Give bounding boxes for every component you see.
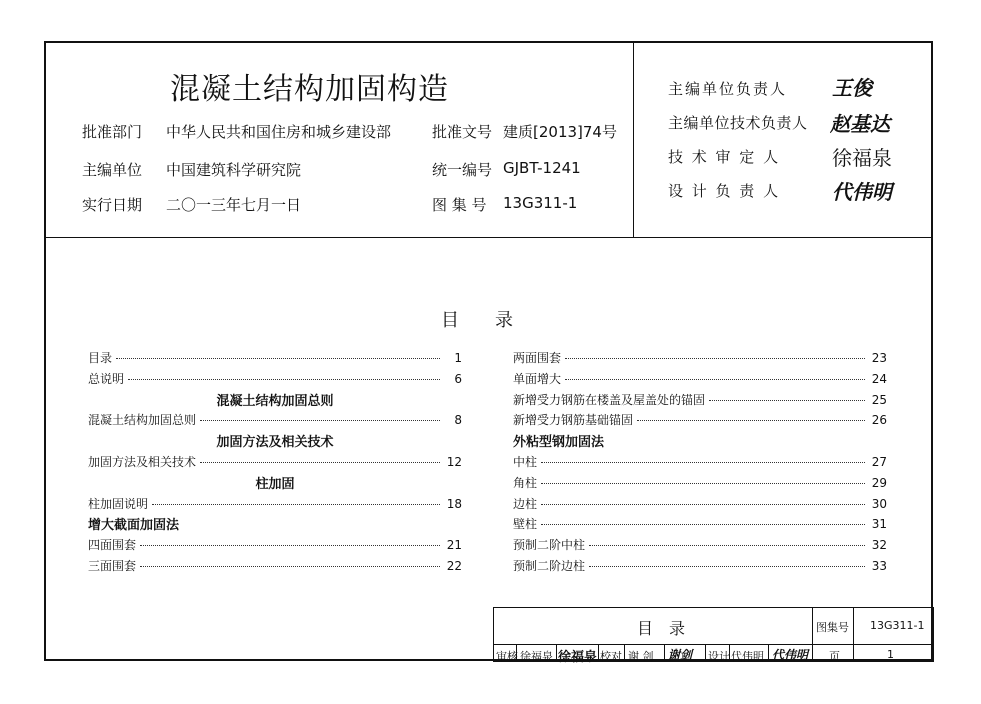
title-block-col-divider xyxy=(812,607,813,662)
title-block-cell-divider xyxy=(516,644,517,662)
chief-unit-head-label: 主编单位负责人 xyxy=(668,80,788,98)
toc-entry-label: 柱加固说明 xyxy=(88,496,149,511)
toc-entry-page: 29 xyxy=(871,475,887,490)
chief-unit-value: 中国建筑科学研究院 xyxy=(166,161,302,179)
toc-entry-page: 6 xyxy=(454,371,462,386)
toc-entry xyxy=(88,411,462,427)
toc-entry xyxy=(513,474,887,490)
toc-leader-dots xyxy=(709,400,865,401)
toc-entry xyxy=(88,557,462,573)
toc-entry xyxy=(513,495,887,511)
title-block-cell-divider xyxy=(664,644,665,662)
toc-section-heading: 加固方法及相关技术 xyxy=(216,435,334,451)
toc-leader-dots xyxy=(565,358,865,359)
toc-entry xyxy=(513,536,887,552)
toc-leader-dots xyxy=(589,545,865,546)
page-cell-label: 页 xyxy=(829,650,840,663)
toc-leader-dots xyxy=(140,566,440,567)
toc-entry xyxy=(513,349,887,365)
toc-entry-page: 25 xyxy=(871,392,887,407)
toc-entry xyxy=(513,557,887,573)
toc-entry-label: 目录 xyxy=(88,351,113,365)
atlas-no-value: 13G311-1 xyxy=(503,194,578,212)
toc-entry xyxy=(88,495,462,511)
check-name: 谢 剑 xyxy=(628,650,654,663)
atlas-no-cell-value: 13G311-1 xyxy=(870,619,925,632)
toc-leader-dots xyxy=(541,524,865,525)
toc-section-heading: 增大截面加固法 xyxy=(88,518,180,534)
title-block-cell-divider xyxy=(729,644,730,662)
approval-dept-value: 中华人民共和国住房和城乡建设部 xyxy=(166,123,392,141)
toc-leader-dots xyxy=(637,420,865,421)
toc-section-heading: 柱加固 xyxy=(255,476,295,492)
title-block-cell-divider xyxy=(705,644,706,662)
unified-no-value: GJBT-1241 xyxy=(503,159,581,177)
toc-leader-dots xyxy=(152,504,440,505)
toc-entry xyxy=(513,391,887,407)
check-signature: 谢剑 xyxy=(668,648,693,662)
header-vertical-divider xyxy=(633,41,634,238)
title-block-cell-divider xyxy=(598,644,599,662)
toc-entry-label: 四面围套 xyxy=(88,538,137,553)
check-label: 校对 xyxy=(600,650,622,663)
toc-entry-page: 31 xyxy=(871,517,887,532)
toc-entry-label: 混凝土结构加固总则 xyxy=(88,413,197,428)
toc-entry-label: 中柱 xyxy=(513,455,538,469)
toc-entry-page: 27 xyxy=(871,455,887,469)
toc-entry-page: 1 xyxy=(454,351,462,365)
toc-entry-label: 两面围套 xyxy=(513,351,562,365)
title-block-row-divider xyxy=(493,644,934,645)
toc-section-heading: 外粘型钢加固法 xyxy=(513,435,605,451)
toc-leader-dots xyxy=(128,379,440,380)
toc-entry xyxy=(513,453,887,469)
toc-entry-page: 22 xyxy=(446,559,462,573)
toc-entry-page: 33 xyxy=(871,559,887,573)
chief-unit-tech-head-label: 主编单位技术负责人 xyxy=(668,114,808,132)
toc-entry-label: 三面围套 xyxy=(88,559,137,573)
toc-entry-page: 32 xyxy=(871,538,887,553)
review-name: 徐福泉 xyxy=(520,650,553,663)
toc-leader-dots xyxy=(200,420,440,421)
toc-heading: 目 录 xyxy=(441,310,513,331)
title-block-cell-divider xyxy=(556,644,557,662)
toc-entry xyxy=(88,453,462,469)
header-divider xyxy=(44,237,933,238)
chief-unit-head-signature: 王俊 xyxy=(832,76,872,100)
chief-unit-label: 主编单位 xyxy=(82,161,143,179)
toc-entry-page: 12 xyxy=(446,455,462,469)
page-cell-value: 1 xyxy=(887,648,894,661)
technical-approver-signature: 徐福泉 xyxy=(832,146,892,170)
atlas-no-cell-label: 图集号 xyxy=(816,621,849,634)
review-signature: 徐福泉 xyxy=(558,650,598,665)
toc-entry xyxy=(513,515,887,531)
unified-no-label: 统一编号 xyxy=(432,161,493,179)
toc-entry-label: 角柱 xyxy=(513,475,538,490)
toc-entry xyxy=(88,349,462,365)
toc-entry xyxy=(88,536,462,552)
atlas-no-label: 图 集 号 xyxy=(432,196,487,214)
toc-entry-page: 23 xyxy=(871,351,887,365)
design-name: 代伟明 xyxy=(731,650,764,663)
toc-entry xyxy=(513,411,887,427)
design-signature: 代伟明 xyxy=(772,648,809,662)
toc-entry-page: 8 xyxy=(454,413,462,428)
title-block-cell-divider xyxy=(768,644,769,662)
toc-leader-dots xyxy=(589,566,865,567)
toc-leader-dots xyxy=(200,462,440,463)
toc-leader-dots xyxy=(140,545,440,546)
toc-entry-page: 21 xyxy=(446,538,462,553)
toc-entry-label: 新增受力钢筋在楼盖及屋盖处的锚固 xyxy=(513,392,706,407)
toc-leader-dots xyxy=(565,379,865,380)
toc-leader-dots xyxy=(541,504,865,505)
toc-leader-dots xyxy=(541,462,865,463)
toc-leader-dots xyxy=(541,483,865,484)
toc-entry xyxy=(88,370,462,386)
chief-unit-tech-head-signature: 赵基达 xyxy=(830,112,890,136)
toc-entry-label: 壁柱 xyxy=(513,517,538,532)
toc-entry-page: 26 xyxy=(871,413,887,428)
approval-doc-label: 批准文号 xyxy=(432,123,493,141)
approval-doc-value: 建质[2013]74号 xyxy=(503,123,617,141)
design-lead-label: 设 计 负 责 人 xyxy=(668,182,781,200)
toc-entry-label: 边柱 xyxy=(513,496,538,511)
toc-entry-page: 24 xyxy=(871,371,887,386)
technical-approver-label: 技 术 审 定 人 xyxy=(668,148,781,166)
effective-date-value: 二〇一三年七月一日 xyxy=(166,196,302,214)
toc-entry-label: 预制二阶中柱 xyxy=(513,538,586,553)
atlas-title: 混凝土结构加固构造 xyxy=(170,72,449,107)
toc-entry-label: 单面增大 xyxy=(513,371,562,386)
approval-dept-label: 批准部门 xyxy=(82,123,143,141)
design-label: 设计 xyxy=(708,650,730,663)
toc-entry-page: 18 xyxy=(446,496,462,511)
review-label: 审核 xyxy=(496,650,518,663)
toc-entry-label: 加固方法及相关技术 xyxy=(88,455,197,469)
toc-entry-label: 新增受力钢筋基础锚固 xyxy=(513,413,634,428)
design-lead-signature: 代伟明 xyxy=(832,180,892,204)
drawing-title: 目 录 xyxy=(637,619,686,638)
title-block-cell-divider xyxy=(624,644,625,662)
toc-entry xyxy=(513,370,887,386)
toc-entry-label: 总说明 xyxy=(88,371,125,386)
effective-date-label: 实行日期 xyxy=(82,196,143,214)
toc-entry-page: 30 xyxy=(871,496,887,511)
toc-leader-dots xyxy=(116,358,440,359)
toc-entry-label: 预制二阶边柱 xyxy=(513,559,586,573)
toc-section-heading: 混凝土结构加固总则 xyxy=(216,393,334,409)
title-block-col-divider xyxy=(853,607,854,662)
